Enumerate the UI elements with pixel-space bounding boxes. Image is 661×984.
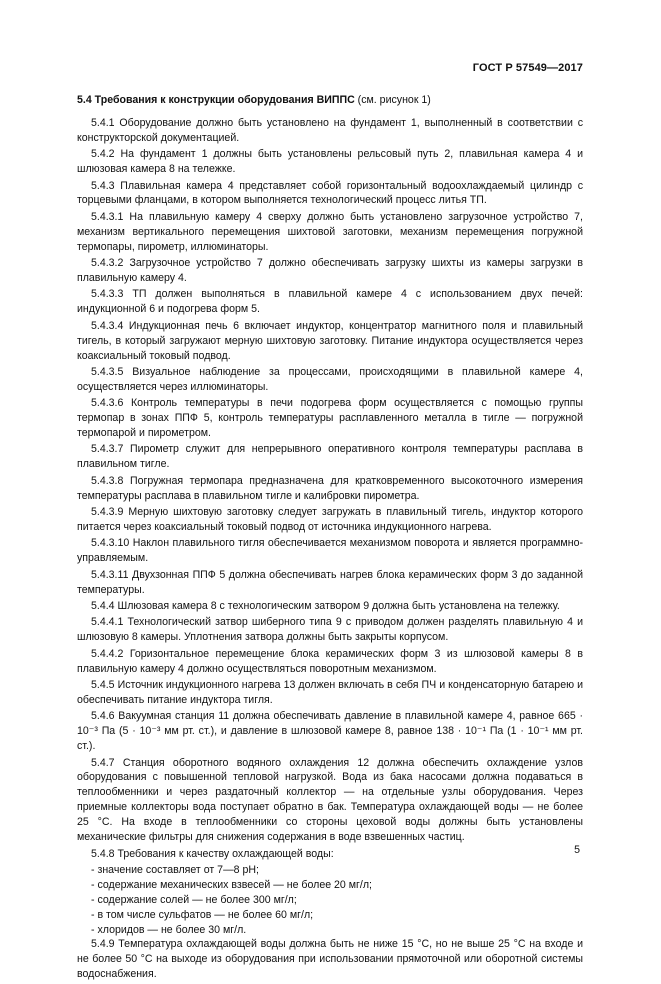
- paragraph-5-4-3-4: 5.4.3.4 Индукционная печь 6 включает индуктор, концентратор магнитного поля и плавильный тигель, в который загружают мерную шихтовую заготовку. Питание индуктора осуществляется через коаксиальный токовый подвод.: [77, 319, 583, 362]
- paragraph-5-4-3-5: 5.4.3.5 Визуальное наблюдение за процессами, происходящими в плавильной камере 4, осуществляется через иллюминаторы.: [77, 365, 583, 393]
- paragraph-5-4-3-3: 5.4.3.3 ТП должен выполняться в плавильной камере 4 с использованием двух печей: индукционной 6 и подогрева форм 5.: [77, 288, 583, 316]
- paragraph-5-4-9: 5.4.9 Температура охлаждающей воды должна быть не ниже 15 °С, но не выше 25 °С на входе и не более 50 °С на выходе из оборудования при использовании прямоточной или оборотной системы водоснабжения.: [77, 938, 583, 981]
- water-requirement-salts: - содержание солей — не более 300 мг/л;: [91, 893, 297, 906]
- paragraph-5-4-3-2: 5.4.3.2 Загрузочное устройство 7 должно обеспечивать загрузку шихты из камеры загрузки в плавильную камеру 4.: [77, 257, 583, 284]
- paragraph-5-4-3-1: 5.4.3.1 На плавильную камеру 4 сверху должно быть установлено загрузочное устройство 7, механизм вертикального перемещения шихтовой заготовки, механизм перемещения погружной термопары, пирометр, иллюминаторы.: [77, 210, 583, 253]
- paragraph-5-4-8: 5.4.8 Требования к качеству охлаждающей воды:: [91, 847, 334, 860]
- water-requirement-suspended-solids: - содержание механических взвесей — не более 20 мг/л;: [91, 878, 372, 891]
- paragraph-5-4-3: 5.4.3 Плавильная камера 4 представляет собой горизонтальный водоохлаждаемый цилиндр с торцевыми фланцами, в котором выполняется технологический процесс литья ТП.: [77, 179, 583, 207]
- page-number: 5: [574, 844, 580, 856]
- water-requirement-sulfates: - в том числе сульфатов — не более 60 мг/л;: [91, 908, 314, 921]
- paragraph-5-4-2: 5.4.2 На фундамент 1 должны быть установлены рельсовый путь 2, плавильная камера 4 и шлюзовая камера 8 на тележке.: [77, 148, 583, 176]
- paragraph-5-4-3-11: 5.4.3.11 Двухзонная ППФ 5 должна обеспечивать нагрев блока керамических форм 3 до заданной температуры.: [77, 568, 583, 596]
- water-requirement-ph: - значение составляет от 7—8 pH;: [91, 863, 259, 876]
- section-heading-title: 5.4 Требования к конструкции оборудования ВИППС: [77, 94, 355, 106]
- paragraph-5-4-3-7: 5.4.3.7 Пирометр служит для непрерывного оперативного контроля температуры расплава в плавильном тигле.: [77, 443, 583, 471]
- paragraph-5-4-4-2: 5.4.4.2 Горизонтальное перемещение блока керамических форм 3 из шлюзовой камеры 8 в плавильную камеру 4 должно осуществляться поворотным механизмом.: [77, 647, 583, 675]
- paragraph-5-4-3-9: 5.4.3.9 Мерную шихтовую заготовку следует загружать в плавильный тигель, индуктор которого питается через коаксиальный токовый подвод от источника индукционного нагрева.: [77, 506, 583, 533]
- water-requirement-chlorides: - хлоридов — не более 30 мг/л.: [91, 923, 247, 936]
- paragraph-5-4-7: 5.4.7 Станция оборотного водяного охлаждения 12 должна обеспечить охлаждение узлов оборудования с повышенной тепловой нагрузкой. Вода из бака насосами должна подаваться в теплообменники и через раздаточный коллектор — на отдельные узлы оборудования. Через приемные коллекторы вода поступает обратно в бак. Температура охлаждающей воды — не более 25 °С. На входе в теплообменники со стороны цеховой воды должны быть установлены механические фильтры для снижения содержания в воде взвешенных частиц.: [77, 756, 583, 844]
- paragraph-5-4-3-8: 5.4.3.8 Погружная термопара предназначена для кратковременного высокоточного измерения температуры расплава в плавильном тигле и калибровки пирометра.: [77, 474, 583, 502]
- paragraph-5-4-4: 5.4.4 Шлюзовая камера 8 с технологическим затвором 9 должна быть установлена на тележку.: [91, 600, 560, 612]
- section-heading: [77, 93, 583, 108]
- section-heading-reference: (см. рисунок 1): [354, 94, 431, 106]
- paragraph-5-4-3-10: 5.4.3.10 Наклон плавильного тигля обеспечивается механизмом поворота и является программно-управляемым.: [77, 537, 583, 565]
- document-body: [77, 93, 583, 984]
- paragraph-5-4-6: 5.4.6 Вакуумная станция 11 должна обеспечивать давление в плавильной камере 4, равное 665 · 10⁻³ Па (5 · 10⁻³ мм рт. ст.), и давление в шлюзовой камере 8, равное 138 · 10⁻¹ Па (1 · 10⁻¹ мм рт. ст.).: [77, 710, 583, 753]
- paragraph-5-4-5: 5.4.5 Источник индукционного нагрева 13 должен включать в себя ПЧ и конденсаторную батарею и обеспечивать питание индуктора тигля.: [77, 679, 583, 706]
- document-header-standard: ГОСТ Р 57549—2017: [472, 62, 583, 74]
- paragraph-5-4-3-6: 5.4.3.6 Контроль температуры в печи подогрева форм осуществляется с помощью группы термопар в зонах ППФ 5, контроль температуры расплавленного металла в тигле — погружной термопарой и пирометром.: [77, 397, 583, 440]
- paragraph-5-4-1: 5.4.1 Оборудование должно быть установлено на фундамент 1, выполненный в соответствии с конструкторской документацией.: [77, 116, 583, 144]
- paragraph-5-4-4-1: 5.4.4.1 Технологический затвор шиберного типа 9 с приводом должен разделять плавильную 4 и шлюзовую 8 камеры. Уплотнения затвора должны быть закрыты корпусом.: [77, 616, 583, 644]
